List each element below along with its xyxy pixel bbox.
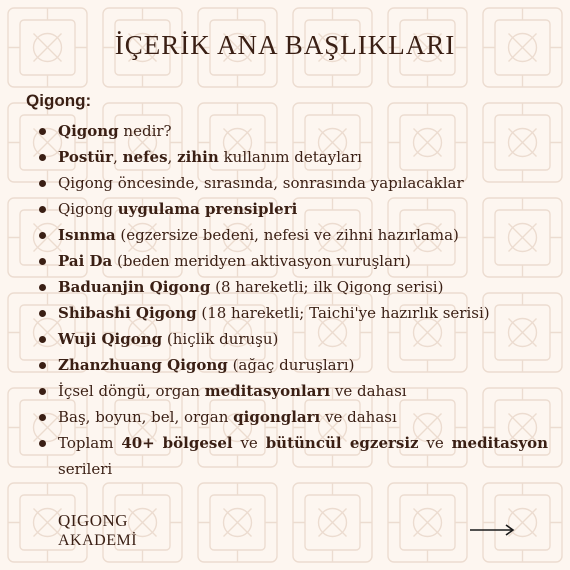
list-item-text: (beden meridyen aktivasyon vuruşları) — [112, 252, 411, 270]
list-item-bold-text: zihin — [177, 148, 219, 166]
list-item — [36, 170, 548, 196]
list-item-bold-text: nefes — [122, 148, 168, 166]
list-item — [36, 326, 548, 352]
list-item — [36, 196, 548, 222]
list-item-text: ve — [418, 434, 452, 452]
list-item-text: (18 hareketli; Taichi'ye hazırlık serisi) — [196, 304, 490, 322]
list-item — [36, 118, 548, 144]
list-item-text: (egzersize bedeni, nefesi ve zihni hazırlama) — [115, 226, 459, 244]
list-item — [36, 300, 548, 326]
list-item — [36, 352, 548, 378]
list-item-text: İçsel döngü, organ — [58, 382, 205, 400]
list-item-text: Baş, boyun, bel, organ — [58, 408, 234, 426]
list-item-text: (hiçlik duruşu) — [162, 330, 279, 348]
list-item-text: Toplam — [58, 434, 122, 452]
list-item-text: ve dahası — [320, 408, 397, 426]
list-item-text: serileri — [58, 460, 113, 478]
list-item-bold-text: Isınma — [58, 226, 116, 244]
content-list — [36, 118, 548, 482]
list-item-bold-text: bölgesel — [162, 434, 233, 452]
logo-line-1: QIGONG — [58, 511, 129, 530]
list-item — [36, 430, 548, 482]
list-item-text: , — [113, 148, 123, 166]
logo-line-2: AKADEMİ — [58, 532, 138, 549]
list-item-bold-text: 40+ — [121, 434, 155, 452]
list-item-bold-text: qigongları — [233, 408, 321, 426]
list-item-bold-text: Wuji Qigong — [58, 330, 163, 348]
arrow-right-icon[interactable] — [469, 523, 515, 537]
list-item — [36, 248, 548, 274]
section-label: Qigong: — [26, 91, 92, 110]
list-item-bold-text: Pai Da — [58, 252, 113, 270]
list-item-text: (ağaç duruşları) — [227, 356, 355, 374]
page-title: İÇERİK ANA BAŞLIKLARI — [114, 30, 456, 60]
list-item-text — [155, 434, 163, 452]
list-item-bold-text: Postür — [58, 148, 114, 166]
list-item-text: ve — [232, 434, 266, 452]
list-item-bold-text: Qigong — [58, 122, 119, 140]
list-item-text: kullanım detayları — [218, 148, 362, 166]
list-item-bold-text: meditasyonları — [204, 382, 331, 400]
list-item — [36, 144, 548, 170]
list-item — [36, 404, 548, 430]
list-item-text: (8 hareketli; ilk Qigong serisi) — [210, 278, 444, 296]
list-item-bold-text: Zhanzhuang Qigong — [58, 356, 228, 374]
list-item — [36, 222, 548, 248]
list-item-bold-text: uygulama prensipleri — [117, 200, 298, 218]
list-item — [36, 274, 548, 300]
list-item-bold-text: meditasyon — [451, 434, 548, 452]
list-item — [36, 378, 548, 404]
list-item-bold-text: Baduanjin Qigong — [58, 278, 211, 296]
list-item-text: , — [167, 148, 178, 166]
list-item-text: Qigong — [58, 200, 118, 218]
list-item-bold-text: Shibashi Qigong — [58, 304, 197, 322]
list-item-bold-text: bütüncül egzersiz — [265, 434, 419, 452]
list-item-text: ve dahası — [330, 382, 407, 400]
list-item-text: Qigong öncesinde, sırasında, sonrasında yapılacaklar — [58, 174, 464, 192]
list-item-text: nedir? — [118, 122, 172, 140]
brand-logo — [58, 512, 137, 549]
